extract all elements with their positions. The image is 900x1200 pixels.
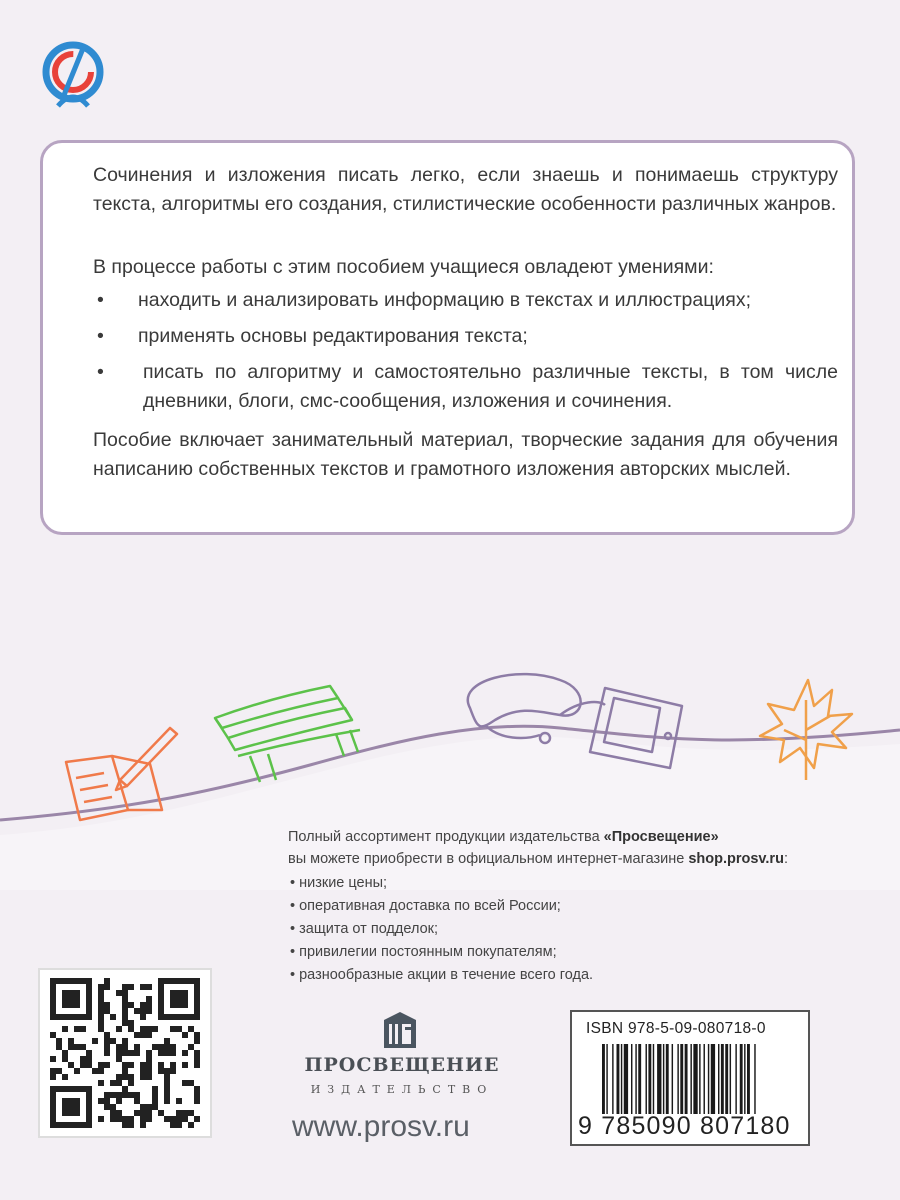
benefit-item: • разнообразные акции в течение всего года. <box>288 964 868 987</box>
skill-item: • применять основы редактирования текста; <box>93 322 838 351</box>
intro-paragraph: Сочинения и изложения писать легко, если знаешь и понимаешь структуру текста, алгоритмы его создания, стилистические особенности различных жанров. <box>93 164 838 215</box>
publisher-subtitle: ИЗДАТЕЛЬСТВО <box>310 1083 494 1096</box>
barcode <box>602 1044 798 1114</box>
skill-item: • находить и анализировать информацию в текстах и иллюстрациях; <box>93 286 838 315</box>
isbn-digits: 9 785090 807180 <box>578 1112 791 1140</box>
series-logo-icon <box>38 38 108 112</box>
publisher-name: ПРОСВЕЩЕНИЕ <box>304 1054 500 1076</box>
publisher-brand: «Просвещение» <box>603 829 719 845</box>
shop-info <box>288 826 868 987</box>
shop-line-2: вы можете приобрести в официальном интернет-магазине shop.prosv.ru: <box>288 851 788 867</box>
skills-list <box>93 286 838 423</box>
shop-site-link: shop.prosv.ru <box>688 851 784 867</box>
benefit-item: • низкие цены; <box>288 872 868 895</box>
skill-item: • писать по алгоритму и самостоятельно различные тексты, в том числе дневники, блоги, смс-сообщения, изложения и сочинения. <box>93 358 838 416</box>
isbn-label: ISBN 978-5-09-080718-0 <box>586 1020 766 1037</box>
benefit-item: • защита от подделок; <box>288 918 868 941</box>
benefit-item: • оперативная доставка по всей России; <box>288 895 868 918</box>
benefit-item: • привилегии постоянным покупателям; <box>288 941 868 964</box>
content-paragraph: Пособие включает занимательный материал, творческие задания для обучения написанию собственных текстов и грамотного изложения авторских мыслей. <box>93 429 838 480</box>
publisher-website: www.prosv.ru <box>292 1110 470 1143</box>
isbn-box <box>570 1010 810 1146</box>
skills-intro: В процессе работы с этим пособием учащиеся овладеют умениями: <box>93 256 714 278</box>
publisher-logo-icon <box>380 1010 420 1050</box>
qr-code <box>38 968 212 1138</box>
description-box <box>40 140 855 535</box>
qr-code-pattern <box>40 970 210 1136</box>
shop-line-1: Полный ассортимент продукции издательства «Просвещение» <box>288 829 719 845</box>
shop-benefits-list <box>288 872 868 987</box>
